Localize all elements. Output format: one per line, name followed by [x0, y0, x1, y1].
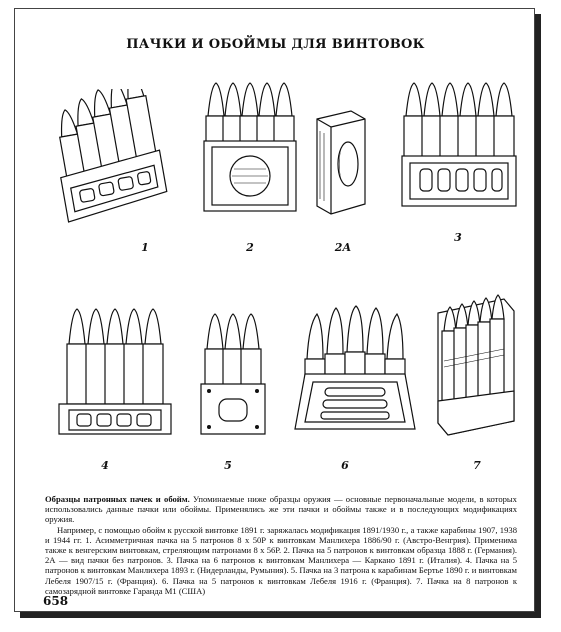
figure-7-label: 7: [473, 459, 481, 472]
clip-8-icon: [430, 291, 520, 441]
clip-5-lebel-icon: [285, 304, 425, 444]
caption-paragraph-2: Например, с помощью обойм к русской винтовке 1891 г. заряжалась модификация 1891/1930 г., а также карабины 1907, 1938 и 1944 гг. 1. Асимметричная пачка на 5 патронов 8 х 50Р к винтовкам Манлихера 1886/90 г. (Австро-Венгрия). Применима также к венгерским винтовкам, стреляющим патронами 8 х 56Р. 2. Пачка на 5 патронов к винтовкам образца 1888 г. (Германия). 2А — вид пачки без патронов. 3. Пачка на 6 патронов к винтовкам Манлихера — Каркано 1891 г. (Италия). 4. Пачка на 5 патронов к винтовкам Манлихера 1893 г. (Нидерланды, Румыния). 5. Пачка на 3 патрона к карабинам Бертье 1890 г. и винтовкам Лебеля 1907/15 г. (Франция). 6. Пачка на 5 патронов к винтовкам Лебеля 1916 г. (Франция). 7. Пачка на 8 патронов к самозарядной винтовке Гаранда М1 (США): [45, 524, 517, 596]
caption-paragraph-1: [45, 494, 517, 525]
figure-7: [430, 291, 520, 441]
figure-3-label: 3: [454, 231, 462, 244]
figure-2: [200, 81, 300, 221]
figure-6: [285, 304, 425, 444]
figure-2a-label: 2А: [334, 241, 352, 254]
clip-5-icon: [55, 304, 175, 444]
figure-4-label: 4: [101, 459, 109, 472]
figure-5: [195, 309, 275, 444]
clip-3-icon: [195, 309, 275, 444]
clip-6-icon: [400, 81, 520, 221]
page-title: ПАЧКИ И ОБОЙМЫ ДЛЯ ВИНТОВОК: [126, 37, 425, 52]
book-page: [14, 8, 535, 612]
figure-caption: [45, 494, 517, 596]
page-number: 658: [43, 594, 69, 608]
figure-3: [400, 81, 520, 221]
clip-5-round-window-icon: [200, 81, 300, 221]
figure-2-label: 2: [246, 241, 254, 254]
empty-clip-icon: [311, 109, 371, 219]
figure-1: [50, 89, 170, 234]
figure-5-label: 5: [224, 459, 232, 472]
caption-intro: Упоминаемые ниже образцы оружия — основные первоначальные модели, в которых использовались данные пачки или обоймы. Применялись же эти пачки и обоймы также и в последующих модификациях оружия.: [45, 494, 517, 525]
figure-1-label: 1: [141, 241, 149, 254]
figure-2a: [311, 109, 371, 219]
figure-6-label: 6: [341, 459, 349, 472]
figure-4: [55, 304, 175, 444]
clip-5-asymmetric-icon: [50, 89, 170, 234]
caption-heading: Образцы патронных пачек и обойм.: [45, 494, 190, 504]
